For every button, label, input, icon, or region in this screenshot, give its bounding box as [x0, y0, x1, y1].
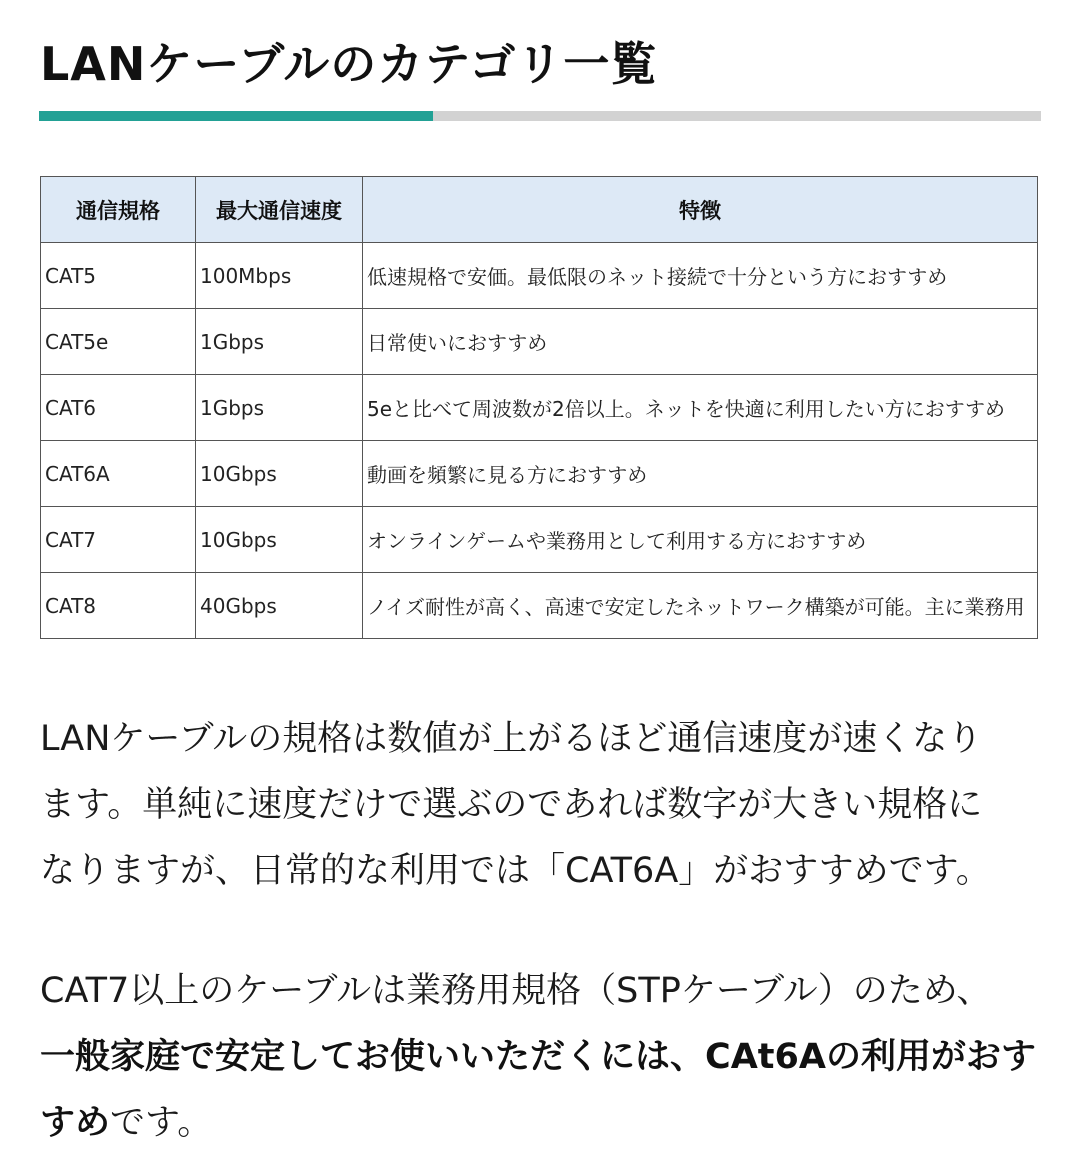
- page-title: LANケーブルのカテゴリ一覧: [40, 37, 658, 91]
- table-row: [41, 441, 1038, 507]
- body-paragraph-2: [40, 958, 1040, 1156]
- table-row: [41, 573, 1038, 639]
- cell-standard: CAT6A: [41, 441, 196, 507]
- category-table: [40, 176, 1038, 639]
- bold-recommendation: 一般家庭で安定してお使いいただくには、CAt6Aの利用がおすすめ: [40, 1037, 1036, 1143]
- table-header-row: [41, 177, 1038, 243]
- cell-standard: CAT6: [41, 375, 196, 441]
- cell-speed: 1Gbps: [196, 375, 363, 441]
- cell-feature: ノイズ耐性が高く、高速で安定したネットワーク構築が可能。主に業務用: [363, 573, 1038, 639]
- cell-speed: 10Gbps: [196, 441, 363, 507]
- table-row: [41, 507, 1038, 573]
- cell-standard: CAT5e: [41, 309, 196, 375]
- title-underline-accent: [39, 111, 433, 121]
- table-row: [41, 309, 1038, 375]
- paragraph-tail: です。: [110, 1103, 213, 1143]
- body-paragraph-1: [40, 706, 1040, 904]
- cell-feature: オンラインゲームや業務用として利用する方におすすめ: [363, 507, 1038, 573]
- header-standard: 通信規格: [41, 177, 196, 243]
- cell-speed: 100Mbps: [196, 243, 363, 309]
- cell-standard: CAT7: [41, 507, 196, 573]
- header-max-speed: 最大通信速度: [196, 177, 363, 243]
- table-row: [41, 243, 1038, 309]
- paragraph-line: ます。単純に速度だけで選ぶのであれば数字が大きい規格に: [40, 785, 983, 825]
- cell-feature: 動画を頻繁に見る方におすすめ: [363, 441, 1038, 507]
- cell-standard: CAT8: [41, 573, 196, 639]
- cell-standard: CAT5: [41, 243, 196, 309]
- cell-feature: 5eと比べて周波数が2倍以上。ネットを快適に利用したい方におすすめ: [363, 375, 1038, 441]
- paragraph-line: LANケーブルの規格は数値が上がるほど通信速度が速くなり: [40, 719, 983, 759]
- paragraph-line: なりますが、日常的な利用では「CAT6A」がおすすめです。: [40, 851, 991, 891]
- cell-feature: 日常使いにおすすめ: [363, 309, 1038, 375]
- table-row: [41, 375, 1038, 441]
- cell-feature: 低速規格で安価。最低限のネット接続で十分という方におすすめ: [363, 243, 1038, 309]
- header-features: 特徴: [363, 177, 1038, 243]
- cell-speed: 1Gbps: [196, 309, 363, 375]
- paragraph-line: CAT7以上のケーブルは業務用規格（STPケーブル）のため、: [40, 971, 992, 1011]
- paragraph-emphasis-block: [40, 1024, 1040, 1156]
- cell-speed: 10Gbps: [196, 507, 363, 573]
- cell-speed: 40Gbps: [196, 573, 363, 639]
- title-underline: [39, 111, 1041, 121]
